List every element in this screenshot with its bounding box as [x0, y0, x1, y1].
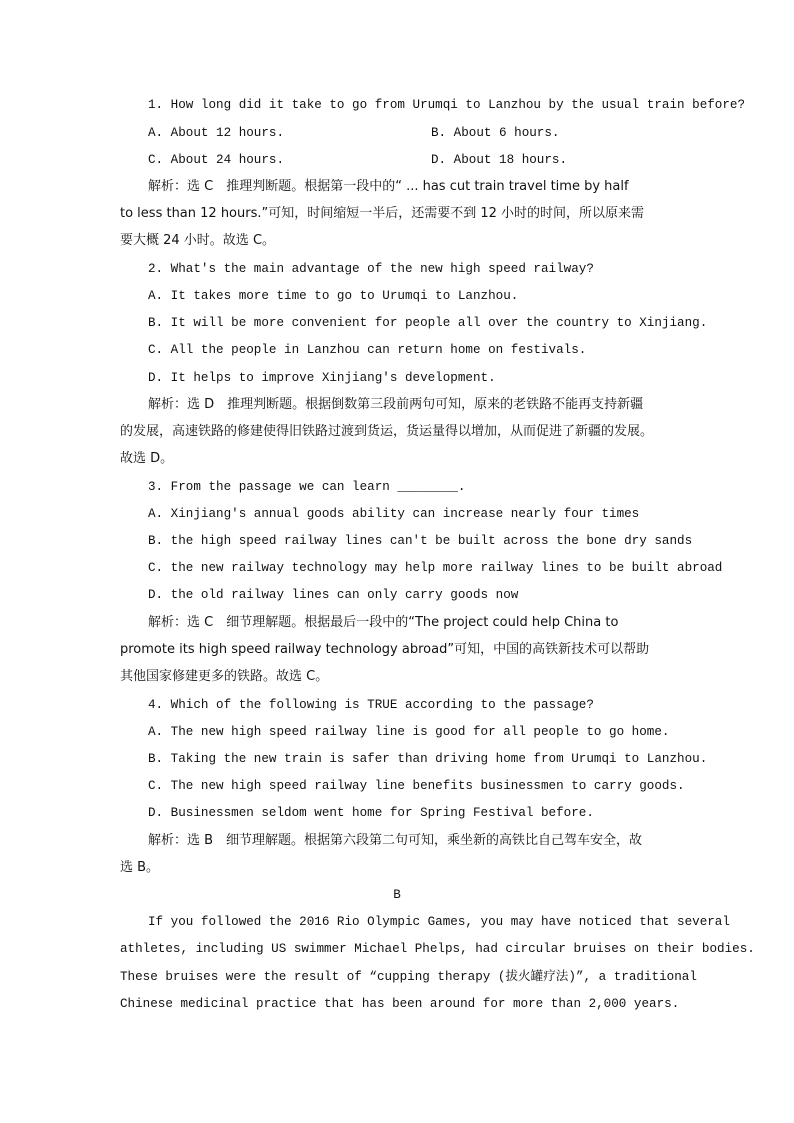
- question-3-option-a: A. Xinjiang's annual goods ability can increase nearly four times: [148, 507, 640, 521]
- question-2-analysis-line-1: 解析：选 D 推理判断题。根据倒数第三段前两句可知，原来的老铁路不能再支持新疆: [148, 397, 644, 412]
- question-1-stem: 1. How long did it take to go from Urumqi to Lanzhou by the usual train before?: [148, 98, 746, 112]
- question-4-option-c: C. The new high speed railway line benefits businessmen to carry goods.: [148, 779, 685, 793]
- question-2-option-c: C. All the people in Lanzhou can return home on festivals.: [148, 343, 587, 357]
- question-1-analysis-line-3: 要大概 24 小时。故选 C。: [120, 233, 276, 248]
- question-1-option-d: D. About 18 hours.: [431, 153, 568, 167]
- question-3-option-d: D. the old railway lines can only carry goods now: [148, 588, 519, 602]
- question-3-stem: 3. From the passage we can learn ________.: [148, 480, 466, 494]
- question-4-option-b: B. Taking the new train is safer than driving home from Urumqi to Lanzhou.: [148, 752, 708, 766]
- question-2-option-a: A. It takes more time to go to Urumqi to Lanzhou.: [148, 289, 519, 303]
- question-1-analysis-line-1: 解析：选 C 推理判断题。根据第一段中的“ ... has cut train travel time by half: [148, 179, 629, 194]
- question-1-option-b: B. About 6 hours.: [431, 126, 560, 140]
- question-4-analysis-line-1: 解析：选 B 细节理解题。根据第六段第二句可知，乘坐新的高铁比自己驾车安全，故: [148, 833, 643, 848]
- question-4-option-a: A. The new high speed railway line is good for all people to go home.: [148, 725, 670, 739]
- question-4-analysis-line-2: 选 B。: [120, 860, 160, 875]
- question-3-analysis-line-1: 解析：选 C 细节理解题。根据最后一段中的“The project could help China to: [148, 615, 619, 630]
- question-3-option-c: C. the new railway technology may help more railway lines to be built abroad: [148, 561, 723, 575]
- passage-line-4: Chinese medicinal practice that has been around for more than 2,000 years.: [120, 997, 680, 1011]
- question-4-option-d: D. Businessmen seldom went home for Spring Festival before.: [148, 806, 594, 820]
- question-2-stem: 2. What's the main advantage of the new high speed railway?: [148, 262, 594, 276]
- question-3-analysis-line-3: 其他国家修建更多的铁路。故选 C。: [120, 669, 329, 684]
- question-1-option-c: C. About 24 hours.: [148, 153, 285, 167]
- question-2-analysis-line-3: 故选 D。: [120, 451, 174, 466]
- section-b-heading: B: [393, 888, 401, 902]
- question-1-option-a: A. About 12 hours.: [148, 126, 285, 140]
- question-4-stem: 4. Which of the following is TRUE according to the passage?: [148, 698, 594, 712]
- question-1-analysis-line-2: to less than 12 hours.”可知，时间缩短一半后，还需要不到 12 小时的时间，所以原来需: [120, 206, 645, 221]
- passage-line-2: athletes, including US swimmer Michael Phelps, had circular bruises on their bodies.: [120, 942, 755, 956]
- question-3-option-b: B. the high speed railway lines can't be built across the bone dry sands: [148, 534, 693, 548]
- passage-line-3: These bruises were the result of “cupping therapy (拔火罐疗法)”, a traditional: [120, 970, 697, 984]
- passage-line-1: If you followed the 2016 Rio Olympic Games, you may have noticed that several: [148, 915, 730, 929]
- question-2-option-d: D. It helps to improve Xinjiang's development.: [148, 371, 496, 385]
- question-2-analysis-line-2: 的发展，高速铁路的修建使得旧铁路过渡到货运，货运量得以增加，从而促进了新疆的发展。: [120, 424, 654, 439]
- question-3-analysis-line-2: promote its high speed railway technology abroad”可知，中国的高铁新技术可以帮助: [120, 642, 650, 657]
- question-2-option-b: B. It will be more convenient for people all over the country to Xinjiang.: [148, 316, 708, 330]
